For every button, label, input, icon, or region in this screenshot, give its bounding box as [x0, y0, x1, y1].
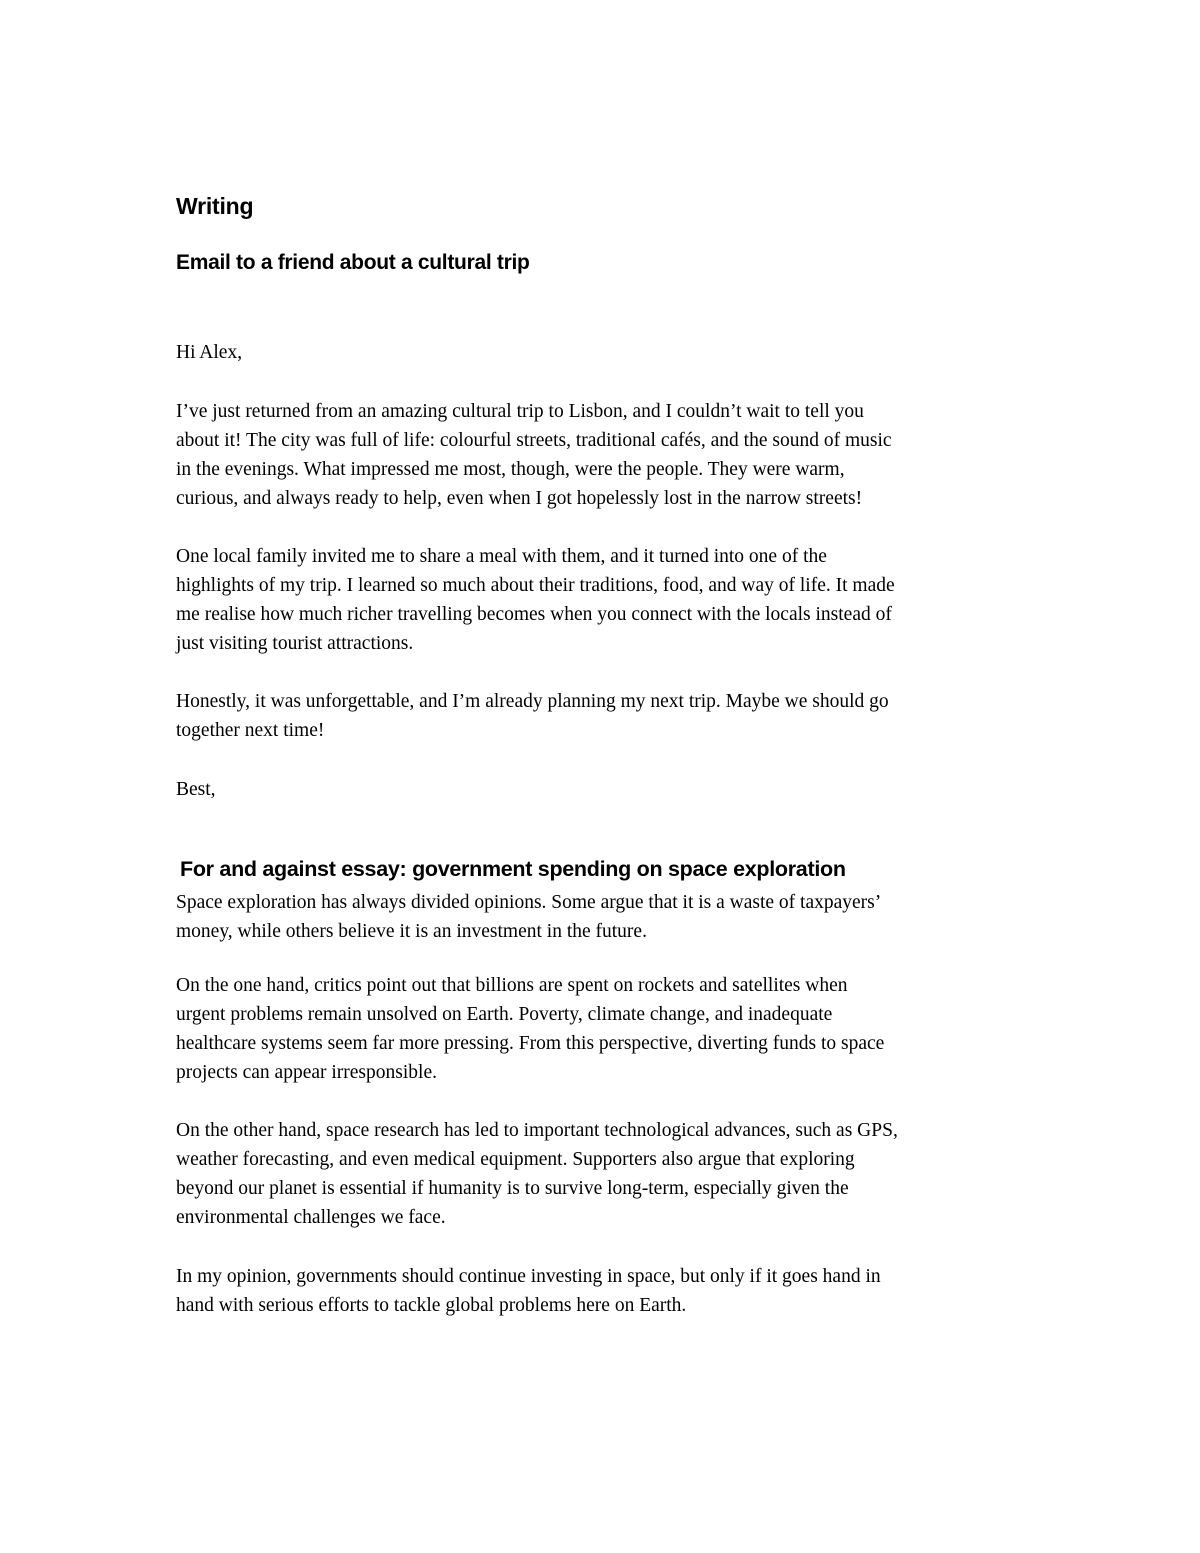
- email-paragraph-2: [176, 542, 1056, 658]
- email-paragraph-3: [176, 687, 1056, 745]
- text-line: about it! The city was full of life: colourful streets, traditional cafés, and the sound of music: [176, 430, 892, 451]
- text-line: projects can appear irresponsible.: [176, 1062, 437, 1083]
- text-line: healthcare systems seem far more pressing. From this perspective, diverting funds to space: [176, 1033, 885, 1054]
- text-line: Honestly, it was unforgettable, and I’m already planning my next trip. Maybe we should go: [176, 691, 889, 712]
- text-line: I’ve just returned from an amazing cultural trip to Lisbon, and I couldn’t wait to tell you: [176, 401, 864, 422]
- text-line: hand with serious efforts to tackle global problems here on Earth.: [176, 1295, 687, 1316]
- essay-paragraph-1: [176, 888, 1056, 946]
- document-page: [176, 0, 1056, 1553]
- essay-paragraph-3: [176, 1116, 1056, 1232]
- text-line: In my opinion, governments should continue investing in space, but only if it goes hand in: [176, 1266, 881, 1287]
- email-greeting-text: Hi Alex,: [176, 342, 243, 363]
- essay-heading: For and against essay: government spending on space exploration: [180, 857, 846, 881]
- text-line: On the other hand, space research has led to important technological advances, such as GPS,: [176, 1120, 898, 1141]
- text-line: just visiting tourist attractions.: [176, 633, 414, 654]
- text-line: urgent problems remain unsolved on Earth. Poverty, climate change, and inadequate: [176, 1004, 833, 1025]
- text-line: highlights of my trip. I learned so much about their traditions, food, and way of life. It made: [176, 575, 895, 596]
- document-title: Writing: [176, 193, 254, 219]
- email-sign-off-text: Best,: [176, 779, 216, 800]
- text-line: me realise how much richer travelling becomes when you connect with the locals instead of: [176, 604, 892, 625]
- text-line: weather forecasting, and even medical equipment. Supporters also argue that exploring: [176, 1149, 855, 1170]
- essay-paragraph-4: [176, 1262, 1056, 1320]
- text-line: money, while others believe it is an investment in the future.: [176, 921, 647, 942]
- text-line: beyond our planet is essential if humanity is to survive long-term, especially given the: [176, 1178, 849, 1199]
- email-sign-off: [176, 775, 1056, 804]
- text-line: One local family invited me to share a meal with them, and it turned into one of the: [176, 546, 827, 567]
- text-line: environmental challenges we face.: [176, 1207, 446, 1228]
- text-line: together next time!: [176, 720, 325, 741]
- text-line: On the one hand, critics point out that billions are spent on rockets and satellites when: [176, 975, 848, 996]
- text-line: curious, and always ready to help, even when I got hopelessly lost in the narrow streets!: [176, 488, 863, 509]
- email-greeting: [176, 338, 1056, 367]
- text-line: in the evenings. What impressed me most, though, were the people. They were warm,: [176, 459, 845, 480]
- email-heading: Email to a friend about a cultural trip: [176, 251, 530, 274]
- essay-paragraph-2: [176, 971, 1056, 1087]
- email-paragraph-1: [176, 397, 1056, 513]
- text-line: Space exploration has always divided opinions. Some argue that it is a waste of taxpayers’: [176, 892, 882, 913]
